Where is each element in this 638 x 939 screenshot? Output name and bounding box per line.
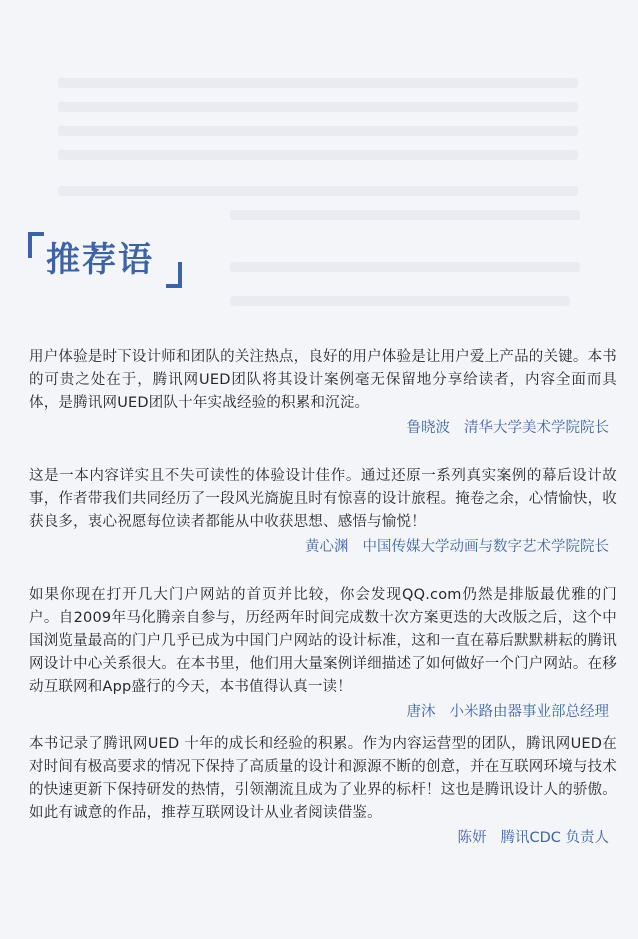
bleed-through-line: [230, 210, 580, 220]
endorsement-signature: [29, 417, 617, 440]
bleed-through-line: [230, 262, 580, 272]
endorser-name: 鲁晓波: [406, 420, 450, 436]
bracket-right-icon: [166, 262, 182, 288]
endorsement-text: 用户体验是时下设计师和团队的关注热点，良好的用户体验是让用户爱上产品的关键。本书的可贵之处在于，腾讯网UED团队将其设计案例毫无保留地分享给读者，内容全面而具体，是腾讯网UED团队十年实战经验的积累和沉淀。: [29, 349, 617, 411]
bleed-through-line: [58, 78, 578, 88]
bleed-through-line: [230, 296, 570, 306]
endorsement-4: [29, 733, 617, 850]
endorsement-2: [29, 465, 617, 559]
endorsement-signature: [29, 701, 617, 724]
bleed-through-line: [58, 126, 578, 136]
endorser-title: 小米路由器事业部总经理: [449, 704, 609, 720]
section-heading: [28, 232, 228, 290]
endorsement-text: 这是一本内容详实且不失可读性的体验设计佳作。通过还原一系列真实案例的幕后设计故事，作者带我们共同经历了一段风光旖旎且时有惊喜的设计旅程。掩卷之余，心情愉快，收获良多，衷心祝愿每位读者都能从中收获思想、感悟与愉悦！: [29, 468, 617, 530]
bracket-left-icon: [28, 232, 44, 258]
bleed-through-line: [58, 150, 578, 160]
endorser-name: 陈妍: [457, 830, 487, 846]
heading-title: 推荐语: [46, 240, 154, 280]
endorser-title: 腾讯CDC 负责人: [500, 830, 609, 846]
endorser-name: 黄心渊: [305, 539, 349, 555]
endorsement-1: [29, 346, 617, 440]
endorser-name: 唐沐: [406, 704, 436, 720]
endorsement-text: 如果你现在打开几大门户网站的首页并比较，你会发现QQ.com仍然是排版最优雅的门户。自2009年马化腾亲自参与，历经两年时间完成数十次方案更迭的大改版之后，这个中国浏览量最高的门户几乎已成为中国门户网站的设计标准，这和一直在幕后默默耕耘的腾讯网设计中心关系很大。在本书里，他们用大量案例详细描述了如何做好一个门户网站。在移动互联网和App盛行的今天，本书值得认真一读！: [29, 587, 617, 695]
endorser-title: 清华大学美术学院院长: [464, 420, 609, 436]
bleed-through-line: [58, 102, 578, 112]
endorsement-signature: [29, 536, 617, 559]
endorser-title: 中国传媒大学动画与数字艺术学院院长: [362, 539, 609, 555]
endorsement-signature: [29, 827, 617, 850]
endorsement-3: [29, 584, 617, 724]
endorsement-text: 本书记录了腾讯网UED 十年的成长和经验的积累。作为内容运营型的团队，腾讯网UED在对时间有极高要求的情况下保持了高质量的设计和源源不断的创意，并在互联网环境与技术的快速更新下保持研发的热情，引领潮流且成为了业界的标杆！这也是腾讯设计人的骄傲。如此有诚意的作品，推荐互联网设计从业者阅读借鉴。: [29, 736, 617, 821]
bleed-through-line: [58, 186, 578, 196]
